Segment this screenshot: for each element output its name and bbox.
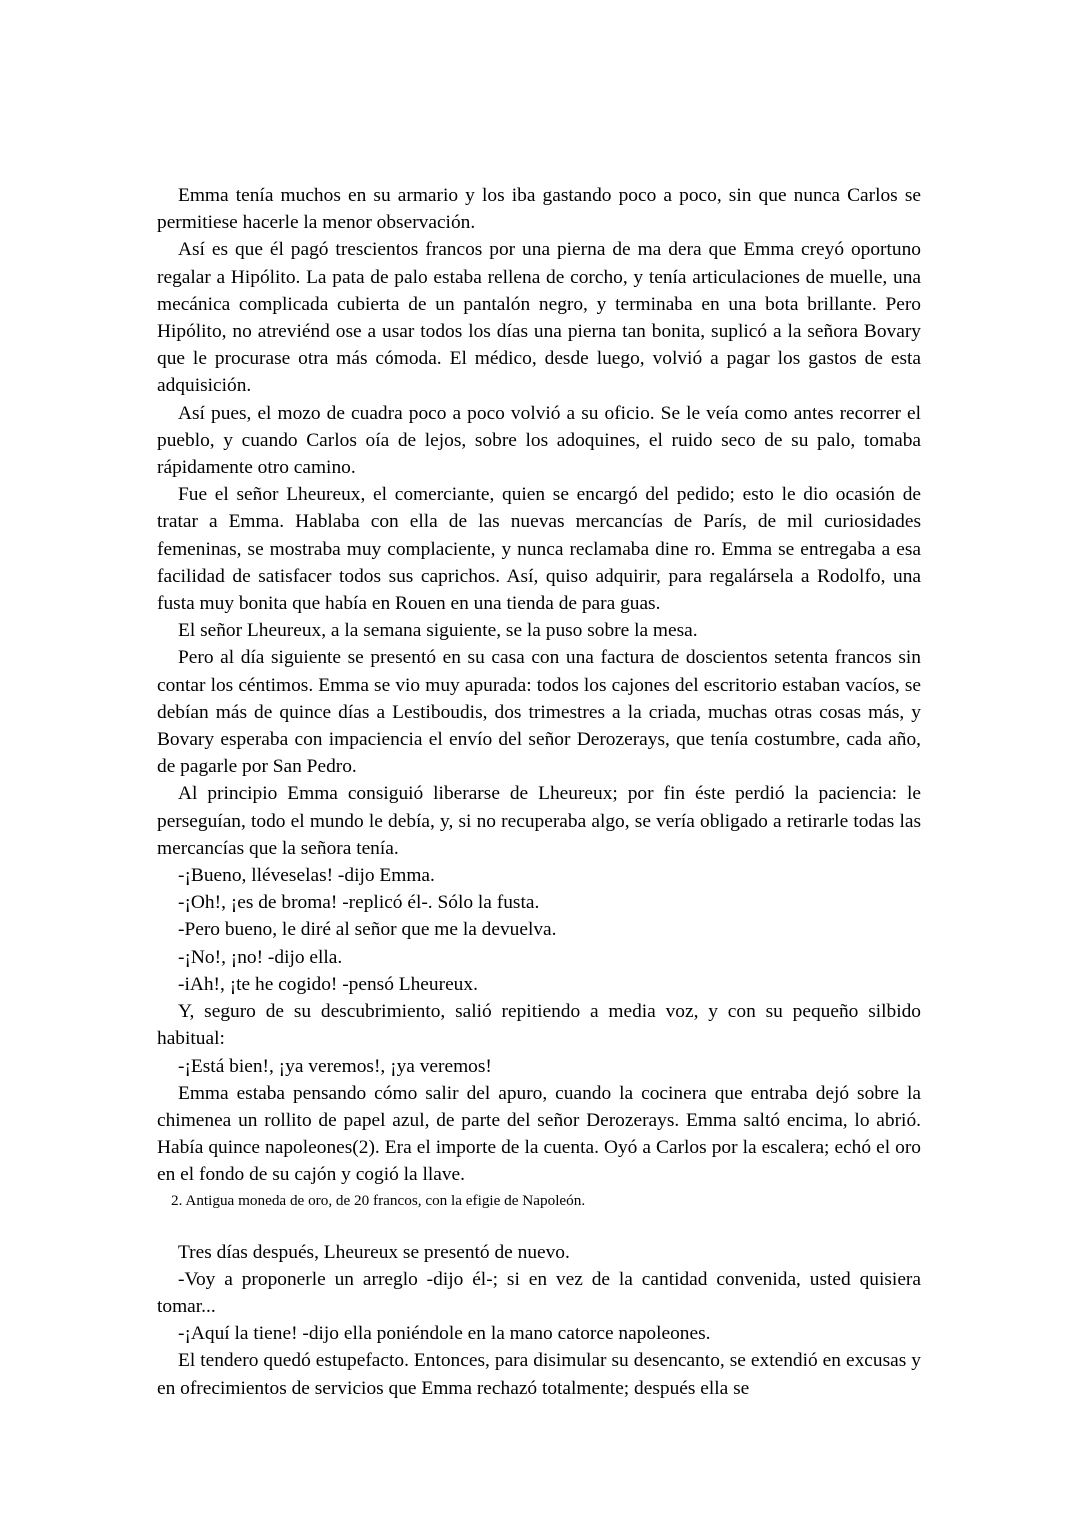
body-paragraph: Tres días después, Lheureux se presentó de nuevo. xyxy=(178,1241,570,1263)
body-paragraph: El señor Lheureux, a la semana siguiente, se la puso sobre la mesa. xyxy=(178,620,698,642)
body-paragraph: Así pues, el mozo de cuadra poco a poco volvió a su oficio. Se le veía como antes recorrer el pueblo, y cuando Carlos oía de lejos, sobre los adoquines, el ruido seco de su palo, tomaba rápidamente otro camino. xyxy=(157,402,921,479)
body-paragraph: Fue el señor Lheureux, el comerciante, quien se encargó del pedido; esto le dio ocasión de tratar a Emma. Hablaba con ella de las nuevas mercancías de París, de mil curiosidades femeninas, se mostraba muy complaciente, y nunca reclamaba dine ro. Emma se entregaba a esa facilidad de satisfacer todos sus caprichos. Así, quiso adquirir, para regalársela a Rodolfo, una fusta muy bonita que había en Rouen en una tienda de para guas. xyxy=(157,484,921,615)
dialogue-line: -¡No!, ¡no! -dijo ella. xyxy=(178,946,343,968)
footnote-spacer xyxy=(157,1213,921,1239)
dialogue-line: -¡Bueno, lléveselas! -dijo Emma. xyxy=(178,865,435,887)
body-paragraph: Emma estaba pensando cómo salir del apuro, cuando la cocinera que entraba dejó sobre la chimenea un rollito de papel azul, de parte del señor Derozerays. Emma saltó encima, lo abrió. Había quince napoleones(2). Era el importe de la cuenta. Oyó a Carlos por la escalera; echó el oro en el fondo de su cajón y cogió la llave. xyxy=(157,1082,921,1186)
body-paragraph: -Voy a proponerle un arreglo -dijo él-; si en vez de la cantidad convenida, usted quisiera tomar... xyxy=(157,1268,921,1317)
body-paragraph: Al principio Emma consiguió liberarse de Lheureux; por fin éste perdió la paciencia: le perseguían, todo el mundo le debía, y, si no recuperaba algo, se vería obligado a retirarle todas las mercancías que la señora tenía. xyxy=(157,783,921,859)
body-paragraph: Pero al día siguiente se presentó en su casa con una factura de doscientos setenta francos sin contar los céntimos. Emma se vio muy apurada: todos los cajones del escritorio estaban vacíos, se debían más de quince días a Lestiboudis, dos trimestres a la criada, muchas otras cosas más, y Bovary esperaba con impaciencia el envío del señor Derozerays, que tenía costumbre, cada año, de pagarle por San Pedro. xyxy=(157,647,921,778)
dialogue-line: -¡Oh!, ¡es de broma! -replicó él-. Sólo la fusta. xyxy=(178,892,540,914)
dialogue-line: -¡Aquí la tiene! -dijo ella poniéndole en la mano catorce napoleones. xyxy=(178,1323,711,1345)
dialogue-line: -¡Está bien!, ¡ya veremos!, ¡ya veremos! xyxy=(178,1055,492,1077)
body-paragraph: Y, seguro de su descubrimiento, salió repitiendo a media voz, y con su pequeño silbido habitual: xyxy=(157,1001,921,1050)
dialogue-line: -iAh!, ¡te he cogido! -pensó Lheureux. xyxy=(178,973,478,995)
footnote-note-2: 2. Antigua moneda de oro, de 20 francos, con la efigie de Napoleón. xyxy=(171,1191,586,1209)
body-paragraph: Así es que él pagó trescientos francos por una pierna de ma dera que Emma creyó oportuno regalar a Hipólito. La pata de palo estaba rellena de corcho, y tenía articulaciones de muelle, una mecánica complicada cubierta de un pantalón negro, y terminaba en una bota brillante. Pero Hipólito, no atreviénd ose a usar todos los días una pierna tan bonita, suplicó a la señora Bovary que le procurase otra más cómoda. El médico, desde luego, volvió a pagar los gastos de esta adquisición. xyxy=(157,239,921,397)
dialogue-line: -Pero bueno, le diré al señor que me la devuelva. xyxy=(178,919,557,941)
body-paragraph: Emma tenía muchos en su armario y los iba gastando poco a poco, sin que nunca Carlos se permitiese hacerle la menor observación. xyxy=(157,185,921,234)
body-paragraph: El tendero quedó estupefacto. Entonces, para disimular su desencanto, se extendió en excusas y en ofrecimientos de servicios que Emma rechazó totalmente; después ella se xyxy=(157,1350,921,1399)
text-column xyxy=(157,182,921,1402)
